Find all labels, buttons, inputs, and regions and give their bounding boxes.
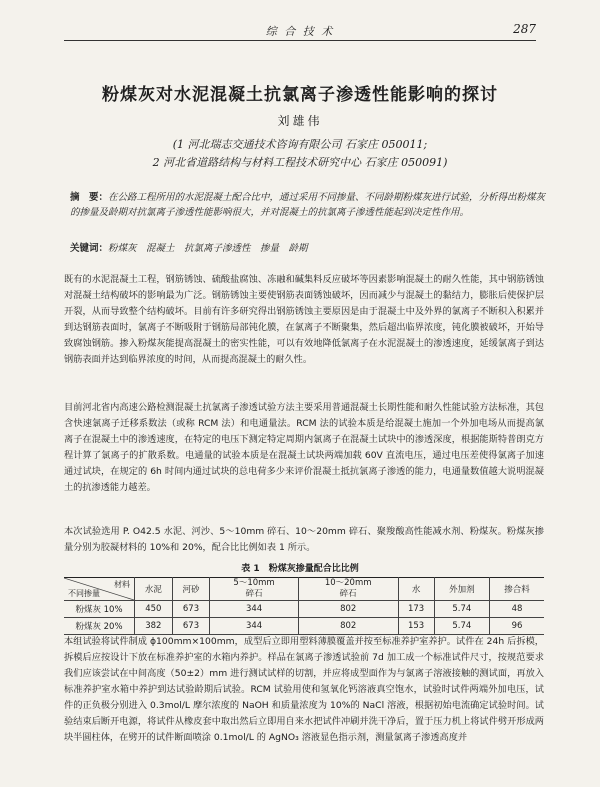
row-label: 粉煤灰 20% bbox=[64, 618, 135, 635]
column-header: 10～20mm 碎石 bbox=[298, 578, 398, 601]
table-cell: 344 bbox=[210, 618, 298, 635]
row-label: 粉煤灰 10% bbox=[64, 601, 135, 618]
keywords-text: 粉煤灰 混凝土 抗氯离子渗透性 掺量 龄期 bbox=[108, 243, 308, 254]
author: 刘雄伟 bbox=[277, 114, 323, 128]
table-cell: 344 bbox=[210, 601, 298, 618]
paragraph-test-methods: 目前河北省内高速公路检测混凝土抗氯离子渗透试验方法主要采用普通混凝土长期性能和耐久性能试验方法标准，其包含快速氯离子迁移系数法（或称 RCM 法）和电通量法。RCM 法的试验本质是给混凝土施加一个外加电场从而提高氯离子在混凝土中的渗透速度，在特定的电压下测定特定周期内氯离子在混凝土试块中的渗透深度，根据能斯特普朗克方程计算了氯离子的扩散系数。电通量的试验本质是在混凝土试块两端加载 60V 直流电压，通过电压差使得氯离子加速通过试块，在规定的 6h 时间内通过试块的总电荷多少来评价混凝土抵抗氯离子渗透的能力，电通量数值越大说明混凝土的抗渗透能力越差。 bbox=[64, 402, 544, 493]
abstract bbox=[70, 190, 548, 220]
column-header: 5～10mm 碎石 bbox=[210, 578, 298, 601]
table-cell: 450 bbox=[135, 601, 173, 618]
table-cell: 382 bbox=[135, 618, 173, 635]
table-cell: 5.74 bbox=[434, 618, 489, 635]
table-cell: 673 bbox=[172, 618, 210, 635]
keywords bbox=[70, 240, 548, 254]
column-header: 水 bbox=[398, 578, 434, 601]
paragraph-materials: 本次试验选用 P. O42.5 水泥、河沙、5～10mm 碎石、10～20mm 碎石、聚羧酸高性能减水剂、粉煤灰。粉煤灰掺量分别为胶凝材料的 10%和 20%，配合比比例如表 1 所示。 bbox=[64, 526, 544, 553]
article-title: 粉煤灰对水泥混凝土抗氯离子渗透性能影响的探讨 bbox=[102, 85, 498, 105]
table-cell: 802 bbox=[298, 601, 398, 618]
affiliation-1: (1 河北瑞志交通技术咨询有限公司 石家庄 050011; bbox=[172, 138, 428, 151]
table-cell: 96 bbox=[490, 618, 544, 635]
table-cell: 673 bbox=[172, 601, 210, 618]
paragraph-procedure: 本组试验将试件制成 ϕ100mm×100mm，成型后立即用塑料薄膜覆盖并按至标准养护室养护。试件在 24h 后拆模，拆模后应按设计下放在标准养护室的水箱内养护。样品在氯离子渗透试验前 7d 加工成一个标准试件尺寸，按规范要求我们应该尝试在中间高度（50±2）mm 进行测试试样的切割，并应将成型面作为与氯离子溶液接触的测试面，再放入标准养护室水箱中养护到达试验龄期后试验。RCM 试验用使和氢氧化钙溶液真空饱水，试验时试件两端外加电压，试件的正负极分别进入 0.3mol/L 摩尔浓度的 NaOH 和质量浓度为 10%的 NaCl 溶液，根据初始电流确定试验时间。试验结束后断开电源，将试件从橡皮套中取出然后立即用自来水把试件冲刷并洗干净后，置于压力机上将试件劈开形成两块半圆柱体，在劈开的试件断面喷涂 0.1mol/L 的 AgNO₃ 溶液显色指示剂，测量氯离子渗透高度并 bbox=[64, 636, 544, 743]
page-number: 287 bbox=[513, 22, 536, 36]
running-header-section: 综 合 技 术 bbox=[265, 25, 335, 38]
table-header-row bbox=[64, 578, 544, 601]
table-corner-cell bbox=[64, 578, 135, 601]
keywords-label: 关键词： bbox=[70, 243, 109, 254]
table-row bbox=[64, 601, 544, 618]
running-header bbox=[64, 22, 536, 41]
table-cell: 173 bbox=[398, 601, 434, 618]
column-header: 外加剂 bbox=[434, 578, 489, 601]
table-cell: 5.74 bbox=[434, 601, 489, 618]
abstract-label: 摘 要： bbox=[70, 192, 109, 203]
abstract-text: 在公路工程所用的水泥混凝土配合比中，通过采用不同掺量、不同龄期粉煤灰进行试验，分析得出粉煤灰的掺量及龄期对抗氯离子渗透性能影响很大，并对混凝土的抗氯离子渗透性能起到决定性作用。 bbox=[70, 192, 546, 218]
column-header: 水泥 bbox=[135, 578, 173, 601]
table-cell: 48 bbox=[490, 601, 544, 618]
table-row bbox=[64, 618, 544, 635]
mix-proportion-table bbox=[64, 577, 544, 635]
table-caption: 表 1 粉煤灰掺量配合比比例 bbox=[241, 564, 359, 574]
table-cell: 153 bbox=[398, 618, 434, 635]
table-cell: 802 bbox=[298, 618, 398, 635]
corner-top-label: 材料 bbox=[114, 580, 130, 589]
column-header: 河砂 bbox=[172, 578, 210, 601]
paragraph-intro: 既有的水泥混凝土工程，钢筋锈蚀、硫酸盐腐蚀、冻融和碱集料反应破坏等因素影响混凝土的耐久性能，其中钢筋锈蚀对混凝土结构破坏的影响最为广泛。钢筋锈蚀主要使钢筋表面锈蚀破坏，因而减少与混凝土的黏结力，膨胀后使保护层开裂，从而导致整个结构破坏。目前有许多研究得出钢筋锈蚀主要原因是由于混凝土中及外界的氯离子不断积入积累并到达钢筋表面时，氯离子不断吸附于钢筋局部钝化膜，在氯离子不断聚集，然后超出临界浓度，钝化膜被破坏，开始导致腐蚀钢筋。掺入粉煤灰能提高混凝土的密实性能，可以有效地降低氯离子在水泥混凝土的渗透速度，延缓氯离子到达钢筋表面并达到临界浓度的时间，从而提高混凝土的耐久性。 bbox=[64, 274, 544, 365]
affiliation-2: 2 河北省道路结构与材料工程技术研究中心 石家庄 050091) bbox=[152, 156, 448, 169]
corner-bottom-label: 不同掺量 bbox=[68, 589, 100, 598]
column-header: 掺合料 bbox=[490, 578, 544, 601]
